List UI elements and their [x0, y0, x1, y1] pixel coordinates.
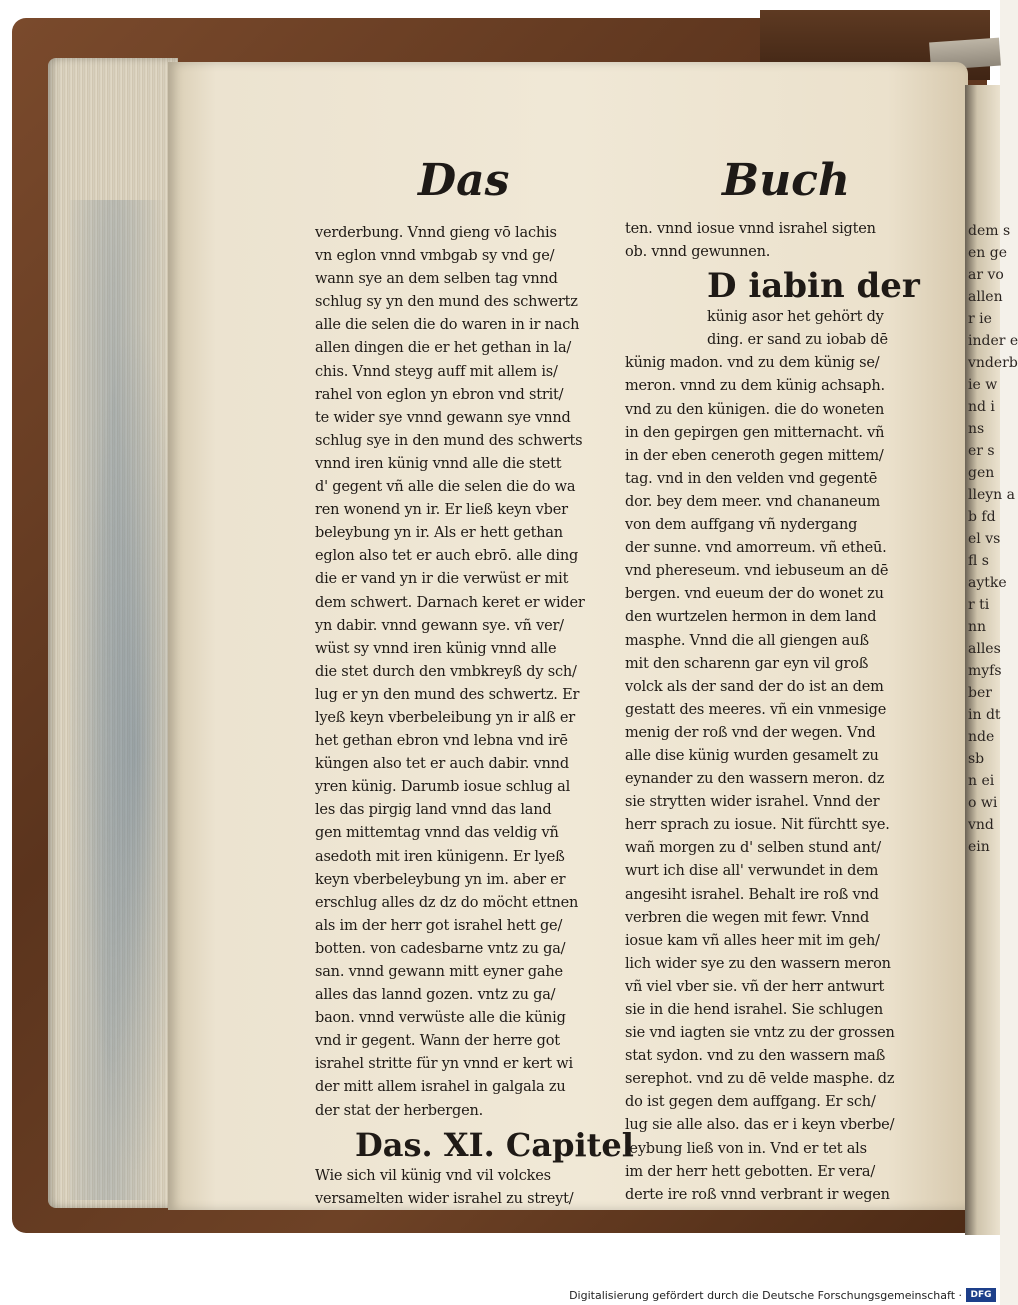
text-line: meron. vnnd zu dem künig achsaph. [625, 378, 885, 395]
text-line: lug sie alle also. das er i keyn vberbe/ [625, 1117, 895, 1134]
text-line: tag. vnd in den velden vnd gegentē [625, 470, 878, 487]
text-line: in den gepirgen gen mitternacht. vñ [625, 424, 885, 441]
text-line: dem schwert. Darnach keret er wider [315, 594, 585, 611]
text-line: stat sydon. vnd zu den wassern maß [625, 1048, 886, 1065]
fragment-line: nn [968, 619, 987, 635]
page-edge-marbling [70, 200, 180, 1200]
text-line: lich wider sye zu den wassern meron [625, 955, 891, 972]
fragment-line: ar vo [968, 267, 1004, 283]
fragment-line: in dt [968, 707, 1001, 723]
text-line: gen mittemtag vnnd das veldig vñ [315, 825, 559, 842]
text-line: asedoth mit iren künigenn. Er lyeß [315, 848, 565, 865]
text-line: vnd phereseum. vnd iebuseum an dē [625, 563, 889, 580]
text-line: vnnd iren künig vnnd alle die stett [315, 455, 562, 472]
fragment-line: aytke [968, 575, 1007, 591]
fragment-line: vnd [968, 817, 994, 833]
text-line: angesiht israhel. Behalt ire roß vnd [625, 886, 879, 903]
text-line: israhel stritte für yn vnnd er kert wi [315, 1056, 573, 1073]
fragment-line: n ei [968, 773, 995, 789]
funding-notice: Digitalisierung gefördert durch die Deutsche Forschungsgemeinschaft · [569, 1289, 962, 1302]
text-line: bergen. vnd eueum der do wonet zu [625, 586, 884, 603]
text-line: lug er yn den mund des schwertz. Er [315, 686, 580, 703]
fragment-line: fl s [968, 553, 989, 569]
text-line: iosue kam vñ alles heer mit im geh/ [625, 932, 880, 949]
text-line: menig der roß vnd der wegen. Vnd [625, 724, 876, 741]
fragment-line: allen [968, 289, 1003, 305]
text-line: als im der herr got israhel hett ge/ [315, 917, 563, 934]
text-line: ten. vnnd iosue vnnd israhel sigten [625, 221, 876, 237]
text-line: vñ viel vber sie. vñ der herr antwurt [625, 978, 885, 995]
fragment-line: nd i [968, 399, 995, 415]
text-line: herr sprach zu iosue. Nit fürchtt sye. [625, 817, 890, 834]
left-text-column [315, 222, 634, 1211]
text-line: die stet durch den vmbkreyß dy sch/ [315, 663, 577, 680]
text-line: leybung ließ von in. Vnd er tet als [625, 1140, 867, 1157]
text-line: ob. vnnd gewunnen. [625, 244, 771, 261]
text-line: ren wonend yn ir. Er ließ keyn vber [315, 502, 568, 519]
fragment-line: ber [968, 685, 992, 701]
fragment-line: gen [968, 465, 995, 481]
text-line: den wurtzelen hermon in dem land [625, 609, 877, 626]
text-line: vn eglon vnnd vmbgab sy vnd ge/ [315, 248, 555, 265]
text-line: volck als der sand der do ist an dem [625, 678, 884, 695]
text-line: masphe. Vnnd die all giengen auß [625, 632, 869, 649]
text-line: het gethan ebron vnd lebna vnd irē [315, 733, 568, 750]
text-line: lyeß keyn vberbeleibung yn ir alß er [315, 709, 575, 726]
fragment-line: vnderb [968, 355, 1018, 371]
summary-line: Wie sich vil künig vnd vil volckes [315, 1167, 551, 1184]
text-line: botten. von cadesbarne vntz zu ga/ [315, 940, 566, 957]
text-line: verderbung. Vnnd gieng vō lachis [315, 225, 557, 241]
text-line: d' gegent vñ alle die selen die do wa [315, 479, 576, 496]
text-line: ding. er sand zu iobab dē [707, 332, 888, 349]
fragment-line: nde [968, 729, 995, 745]
text-line: allen dingen die er het gethan in la/ [315, 340, 572, 357]
text-line: schlug sy yn den mund des schwertz [315, 294, 578, 311]
text-line: von dem auffgang vñ nydergang [625, 517, 858, 534]
text-line: les das pirgig land vnnd das land [315, 802, 552, 819]
running-header-left: Das [418, 155, 510, 206]
fragment-line: sb [968, 751, 985, 767]
left-column-lines [315, 222, 605, 1123]
dfg-logo: DFG [966, 1288, 996, 1302]
text-line: küngen also tet er auch dabir. vnnd [315, 756, 569, 773]
text-line: alle dise künig wurden gesamelt zu [625, 747, 879, 764]
text-line: serephot. vnd zu dē velde masphe. dz [625, 1071, 895, 1088]
fragment-line: er s [968, 443, 995, 459]
fragment-line: ns [968, 421, 985, 437]
right-column-top-lines [625, 218, 915, 264]
text-line: mit den scharenn gar eyn vil groß [625, 655, 869, 672]
text-line: in der eben ceneroth gegen mittem/ [625, 447, 884, 464]
fragment-line: o wi [968, 795, 998, 811]
adjacent-page-text [968, 220, 1018, 1120]
text-line: wañ morgen zu d' selben stund ant/ [625, 840, 881, 857]
text-line: der sunne. vnd amorreum. vñ etheū. [625, 540, 887, 557]
text-line: sie in die hend israhel. Sie schlugen [625, 1002, 883, 1018]
text-line: yren künig. Darumb iosue schlug al [315, 779, 571, 796]
right-text-column [625, 218, 920, 1207]
text-line: künig asor het gehört dy [707, 309, 884, 326]
fragment-line: r ie [968, 311, 992, 327]
text-line: die er vand yn ir die verwüst er mit [315, 571, 569, 588]
fragment-line: b fd [968, 509, 996, 525]
text-line: wann sye an dem selben tag vnnd [315, 271, 558, 288]
text-line: dor. bey dem meer. vnd chananeum [625, 493, 881, 510]
text-line: eglon also tet er auch ebrō. alle ding [315, 548, 579, 565]
chapter-heading: Das. XI. Capitel [355, 1125, 634, 1164]
text-line: derte ire roß vnnd verbrant ir wegen [625, 1186, 890, 1203]
right-column-lines [625, 306, 915, 1207]
text-line: keyn vberbeleybung yn im. aber er [315, 871, 566, 888]
text-line: eynander zu den wassern meron. dz [625, 771, 885, 788]
footer-bar [0, 1285, 1000, 1305]
text-line: künig madon. vnd zu dem künig se/ [625, 355, 880, 372]
text-line: chis. Vnnd steyg auff mit allem is/ [315, 363, 558, 380]
text-line: do ist gegen dem auffgang. Er sch/ [625, 1094, 876, 1111]
fragment-line: alles [968, 641, 1001, 657]
text-line: verbren die wegen mit fewr. Vnnd [625, 909, 870, 926]
text-line: yn dabir. vnnd gewann sye. vñ ver/ [315, 617, 564, 634]
fragment-line: ein [968, 839, 990, 855]
text-line: san. vnnd gewann mitt eyner gahe [315, 964, 563, 980]
text-line: der mitt allem israhel in galgala zu [315, 1079, 566, 1096]
text-line: sie vnd iagten sie vntz zu der grossen [625, 1025, 895, 1042]
text-line: alle die selen die do waren in ir nach [315, 317, 580, 334]
fragment-line: el vs [968, 531, 1001, 547]
text-line: vnd zu den künigen. die do woneten [625, 401, 885, 418]
text-line: der stat der herbergen. [315, 1102, 484, 1119]
running-header-right: Buch [722, 155, 850, 206]
fragment-line: r ti [968, 597, 990, 613]
summary-line: versamelten wider israhel zu streyt/ [315, 1190, 574, 1207]
section-initial-heading: D iabin der [707, 266, 920, 307]
text-line: baon. vnnd verwüste alle die künig [315, 1010, 566, 1027]
text-line: beleybung yn ir. Als er hett gethan [315, 525, 563, 542]
text-line: te wider sye vnnd gewann sye vnnd [315, 409, 571, 426]
text-line: wüst sy vnnd iren künig vnnd alle [315, 640, 557, 657]
fragment-line: myfs [968, 663, 1002, 679]
text-line: vnd ir gegent. Wann der herre got [315, 1033, 560, 1050]
text-line: wurt ich dise all' verwundet in dem [625, 863, 879, 880]
text-line: im der herr hett gebotten. Er vera/ [625, 1163, 875, 1180]
text-line: gestatt des meeres. vñ ein vnmesige [625, 701, 887, 718]
chapter-summary [315, 1165, 605, 1211]
text-line: alles das lannd gozen. vntz zu ga/ [315, 987, 556, 1004]
text-line: rahel von eglon yn ebron vnd strit/ [315, 386, 564, 403]
fragment-line: en ge [968, 245, 1007, 261]
fragment-line: inder e [968, 333, 1018, 349]
fragment-line: dem s [968, 223, 1011, 239]
fragment-line: lleyn a [968, 487, 1015, 503]
text-line: sie strytten wider israhel. Vnnd der [625, 794, 880, 811]
text-line: erschlug alles dz dz do möcht ettnen [315, 894, 579, 911]
text-line: schlug sye in den mund des schwerts [315, 432, 583, 449]
fragment-line: ie w [968, 377, 998, 393]
